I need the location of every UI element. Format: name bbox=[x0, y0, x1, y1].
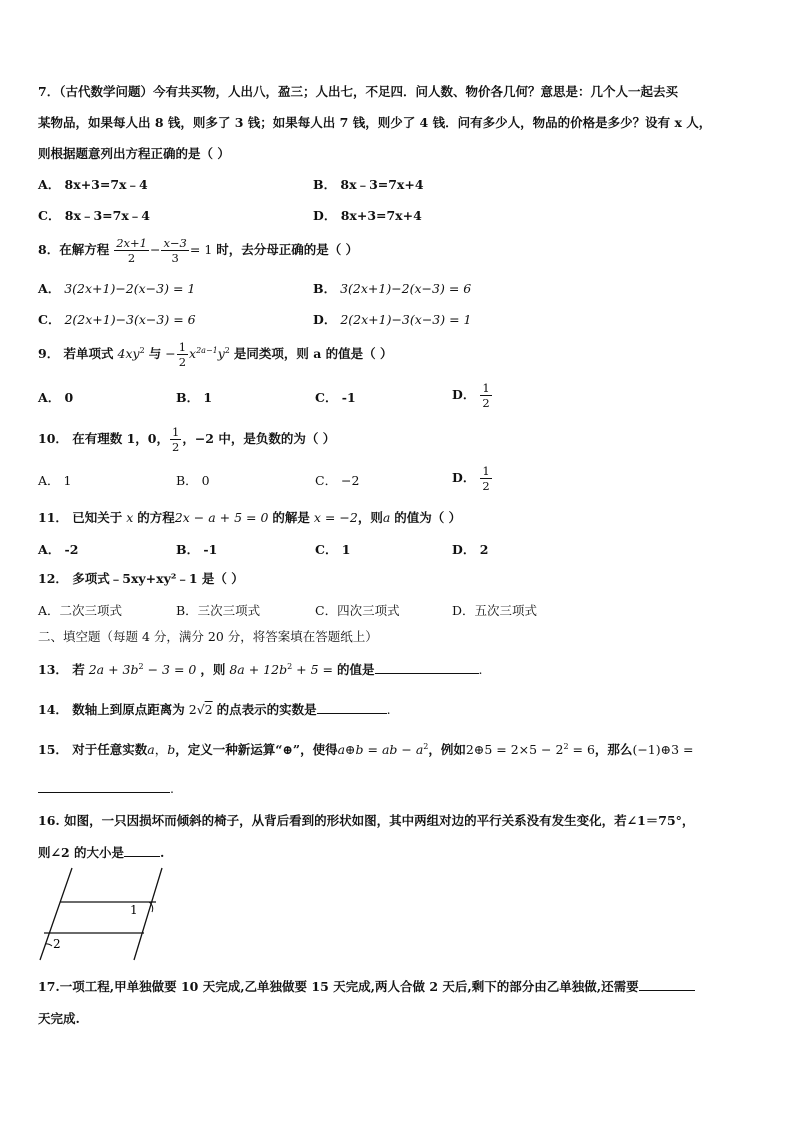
q15-ask: (−1)⊕3 = bbox=[632, 742, 694, 757]
q14-answer-blank[interactable] bbox=[317, 701, 387, 714]
q9-option-b: B． 1 bbox=[176, 390, 213, 405]
angle-2-arc bbox=[45, 944, 52, 946]
q14-radicand: 2 bbox=[204, 702, 213, 717]
parallel-lines-diagram bbox=[36, 866, 168, 962]
q10-f-num: 1 bbox=[172, 425, 180, 439]
q10-option-b: B． 0 bbox=[176, 473, 210, 488]
q9-term2b: y bbox=[217, 346, 225, 361]
q8-a-text: 3(2x+1)−2(x−3) = 1 bbox=[64, 281, 196, 296]
q10-d-fraction bbox=[480, 464, 491, 493]
q15-prefix: 15． 对于任意实数 bbox=[38, 742, 148, 757]
q9-mid: 与 bbox=[148, 346, 162, 361]
sqrt-icon: √ bbox=[196, 702, 205, 717]
section-header-fill-in: 二、填空题（每题 4 分，满分 20 分，将答案填在答题纸上） bbox=[38, 629, 378, 644]
q11-text-c: 的解是 bbox=[272, 510, 310, 525]
q9-d-label: D． bbox=[452, 387, 476, 402]
q8-option-b bbox=[313, 280, 471, 298]
q11-text-b: 的方程 bbox=[137, 510, 175, 525]
q9-prefix: 9． 若单项式 bbox=[38, 346, 114, 361]
q9-exp3: 2 bbox=[224, 346, 230, 355]
q15-example: 2⊕5 = 2×5 − 2 bbox=[465, 742, 564, 757]
q9-d-fraction bbox=[480, 381, 491, 410]
q11-option-c: C． 1 bbox=[315, 542, 351, 557]
q15-ex-end: = 6 bbox=[568, 742, 595, 757]
q8-f2-num: x−3 bbox=[163, 236, 187, 250]
q16-end: . bbox=[160, 845, 165, 860]
q9-exp2: 2a−1 bbox=[196, 346, 218, 355]
q11-option-d: D． 2 bbox=[452, 542, 489, 557]
q12-option-d: D．五次三项式 bbox=[452, 603, 538, 618]
q13-eq2: 8a + 12b bbox=[229, 662, 288, 677]
q11-stem bbox=[38, 509, 461, 527]
q12-option-c: C．四次三项式 bbox=[315, 603, 400, 618]
q15-end: . bbox=[170, 781, 174, 796]
q10-fraction bbox=[170, 425, 181, 454]
q7-option-b: B． 8x﹣3=7x+4 bbox=[313, 177, 424, 192]
q15-answer-line bbox=[38, 780, 174, 798]
q9-suffix: 是同类项，则 a 的值是（ ） bbox=[233, 346, 393, 361]
q13-stem bbox=[38, 661, 482, 679]
q16-line2-wrap bbox=[38, 844, 164, 862]
angle-1-label: 1 bbox=[130, 903, 138, 917]
q8-equals: = 1 bbox=[189, 242, 213, 257]
q8-d-text: 2(2x+1)−3(x−3) = 1 bbox=[340, 312, 472, 327]
angle-2-label: 2 bbox=[53, 937, 61, 951]
q8-stem bbox=[38, 236, 358, 265]
q14-radical bbox=[189, 702, 213, 717]
q15-answer-blank[interactable] bbox=[38, 780, 170, 793]
q13-answer-blank[interactable] bbox=[375, 661, 479, 674]
q15-text3: ，那么 bbox=[594, 742, 633, 757]
q16-answer-blank[interactable] bbox=[124, 844, 160, 857]
q8-c-text: 2(2x+1)−3(x−3) = 6 bbox=[64, 312, 196, 327]
q8-a-label: A． bbox=[38, 281, 61, 296]
q9-option-c: C． -1 bbox=[315, 390, 356, 405]
q17-line1: 17.一项工程,甲单独做要 10 天完成,乙单独做要 15 天完成,两人合做 2 天后,剩下的部分由乙单独做,还需要 bbox=[38, 979, 639, 994]
q9-option-a: A． 0 bbox=[38, 390, 74, 405]
q11-solution: x = −2 bbox=[313, 510, 358, 525]
q11-option-b: B． -1 bbox=[176, 542, 218, 557]
q15-var-b: b bbox=[167, 742, 176, 757]
q13-end: . bbox=[478, 662, 483, 677]
q8-b-text: 3(2x+1)−2(x−3) = 6 bbox=[340, 281, 472, 296]
q7-line3: 则根据题意列出方程正确的是（ ） bbox=[38, 146, 230, 161]
q12-option-b: B．三次三项式 bbox=[176, 603, 261, 618]
q8-option-a bbox=[38, 280, 195, 298]
q8-b-label: B． bbox=[313, 281, 337, 296]
q9-f-num: 1 bbox=[178, 340, 187, 354]
q10-d-label: D． bbox=[452, 470, 476, 485]
q13-mid: ，则 bbox=[200, 662, 226, 677]
q8-fraction-2 bbox=[161, 236, 188, 265]
q11-equation: 2x − a + 5 = 0 bbox=[174, 510, 269, 525]
chair-figure bbox=[36, 866, 168, 966]
q14-suffix: 的点表示的实数是 bbox=[216, 702, 317, 717]
q13-prefix: 13． 若 bbox=[38, 662, 85, 677]
q13-eq1b: − 3 = 0 bbox=[143, 662, 197, 677]
q10-f-den: 2 bbox=[172, 440, 180, 454]
q8-suffix: 时，去分母正确的是（ ） bbox=[216, 242, 359, 257]
q8-fraction-1 bbox=[114, 236, 149, 265]
q14-stem bbox=[38, 701, 391, 719]
q15-var-a: a bbox=[147, 742, 155, 757]
q15-stem bbox=[38, 741, 694, 759]
q10-d-num: 1 bbox=[482, 464, 490, 478]
q17-line1-wrap bbox=[38, 978, 695, 996]
q16-line2: 则∠2 的大小是 bbox=[38, 845, 125, 860]
q10-option-a: A． 1 bbox=[38, 473, 72, 488]
right-slanted-line bbox=[134, 868, 162, 960]
q7-option-d: D． 8x+3=7x+4 bbox=[313, 208, 422, 223]
q14-end: . bbox=[386, 702, 391, 717]
q8-f1-num: 2x+1 bbox=[116, 236, 147, 250]
q10-suffix: ，−2 中，是负数的为（ ） bbox=[182, 431, 336, 446]
q7-option-c: C． 8x﹣3=7x﹣4 bbox=[38, 208, 150, 223]
q9-stem bbox=[38, 340, 393, 369]
q15-def-exp: 2 bbox=[423, 742, 429, 751]
q11-text-a: 11． 已知关于 bbox=[38, 510, 123, 525]
q10-d-den: 2 bbox=[482, 479, 490, 493]
q9-exp1: 2 bbox=[139, 346, 145, 355]
q11-option-a: A． -2 bbox=[38, 542, 79, 557]
q15-text2: ，例如 bbox=[428, 742, 466, 757]
q11-var-a: a bbox=[382, 510, 391, 525]
q8-prefix: 8．在解方程 bbox=[38, 242, 110, 257]
q8-option-c bbox=[38, 311, 196, 329]
q11-text-e: 的值为（ ） bbox=[394, 510, 462, 525]
q13-exp1: 2 bbox=[138, 662, 144, 671]
q9-fraction bbox=[177, 340, 188, 369]
q9-d-den: 2 bbox=[482, 396, 490, 410]
q14-coef: 2 bbox=[188, 702, 197, 717]
q7-option-a: A． 8x+3=7x﹣4 bbox=[38, 177, 148, 192]
q11-var-x: x bbox=[126, 510, 134, 525]
q15-ex-exp: 2 bbox=[563, 742, 569, 751]
q10-stem bbox=[38, 425, 335, 454]
q7-line2: 某物品，如果每人出 8 钱，则多了 3 钱；如果每人出 7 钱，则少了 4 钱．问有多少人，物品的价格是多少？设有 x 人， bbox=[38, 115, 712, 130]
q7-line1: 7．（古代数学问题）今有共买物，人出八，盈三；人出七，不足四．问人数、物价各几何？意思是：几个人一起去买 bbox=[38, 84, 678, 99]
q9-neg: − bbox=[165, 346, 176, 361]
q12-option-a: A．二次三项式 bbox=[38, 603, 123, 618]
q13-exp2: 2 bbox=[287, 662, 293, 671]
q8-minus: − bbox=[149, 242, 161, 257]
q13-suffix: 的值是 bbox=[336, 662, 375, 677]
q8-option-d bbox=[313, 311, 472, 329]
q8-c-label: C． bbox=[38, 312, 61, 327]
q10-option-d bbox=[452, 464, 493, 493]
q13-eq2b: + 5 = bbox=[292, 662, 333, 677]
q8-f2-den: 3 bbox=[171, 251, 179, 265]
q9-d-num: 1 bbox=[482, 381, 490, 395]
q10-option-c: C． −2 bbox=[315, 473, 360, 488]
q17-line2: 天完成. bbox=[38, 1011, 80, 1026]
q8-d-label: D． bbox=[313, 312, 337, 327]
q13-eq1: 2a + 3b bbox=[88, 662, 139, 677]
q9-term2a: x bbox=[189, 346, 197, 361]
q9-option-d bbox=[452, 381, 493, 410]
q15-text1: ，定义一种新运算“⊕”，使得 bbox=[175, 742, 338, 757]
q16-line1: 16. 如图，一只因损坏而倾斜的椅子，从背后看到的形状如图，其中两组对边的平行关系没有发生变化，若∠1＝75°， bbox=[38, 813, 695, 828]
q15-comma: ， bbox=[154, 742, 168, 757]
q10-prefix: 10． 在有理数 1，0， bbox=[38, 431, 169, 446]
q9-term1: 4xy bbox=[117, 346, 140, 361]
q14-prefix: 14． 数轴上到原点距离为 bbox=[38, 702, 185, 717]
q11-text-d: ，则 bbox=[357, 510, 383, 525]
q12-stem: 12． 多项式﹣5xy+xy²﹣1 是（ ） bbox=[38, 571, 244, 586]
q8-f1-den: 2 bbox=[127, 251, 136, 265]
q17-answer-blank[interactable] bbox=[639, 978, 695, 991]
q15-definition: a⊕b = ab − a bbox=[337, 742, 424, 757]
q9-f-den: 2 bbox=[178, 355, 187, 369]
